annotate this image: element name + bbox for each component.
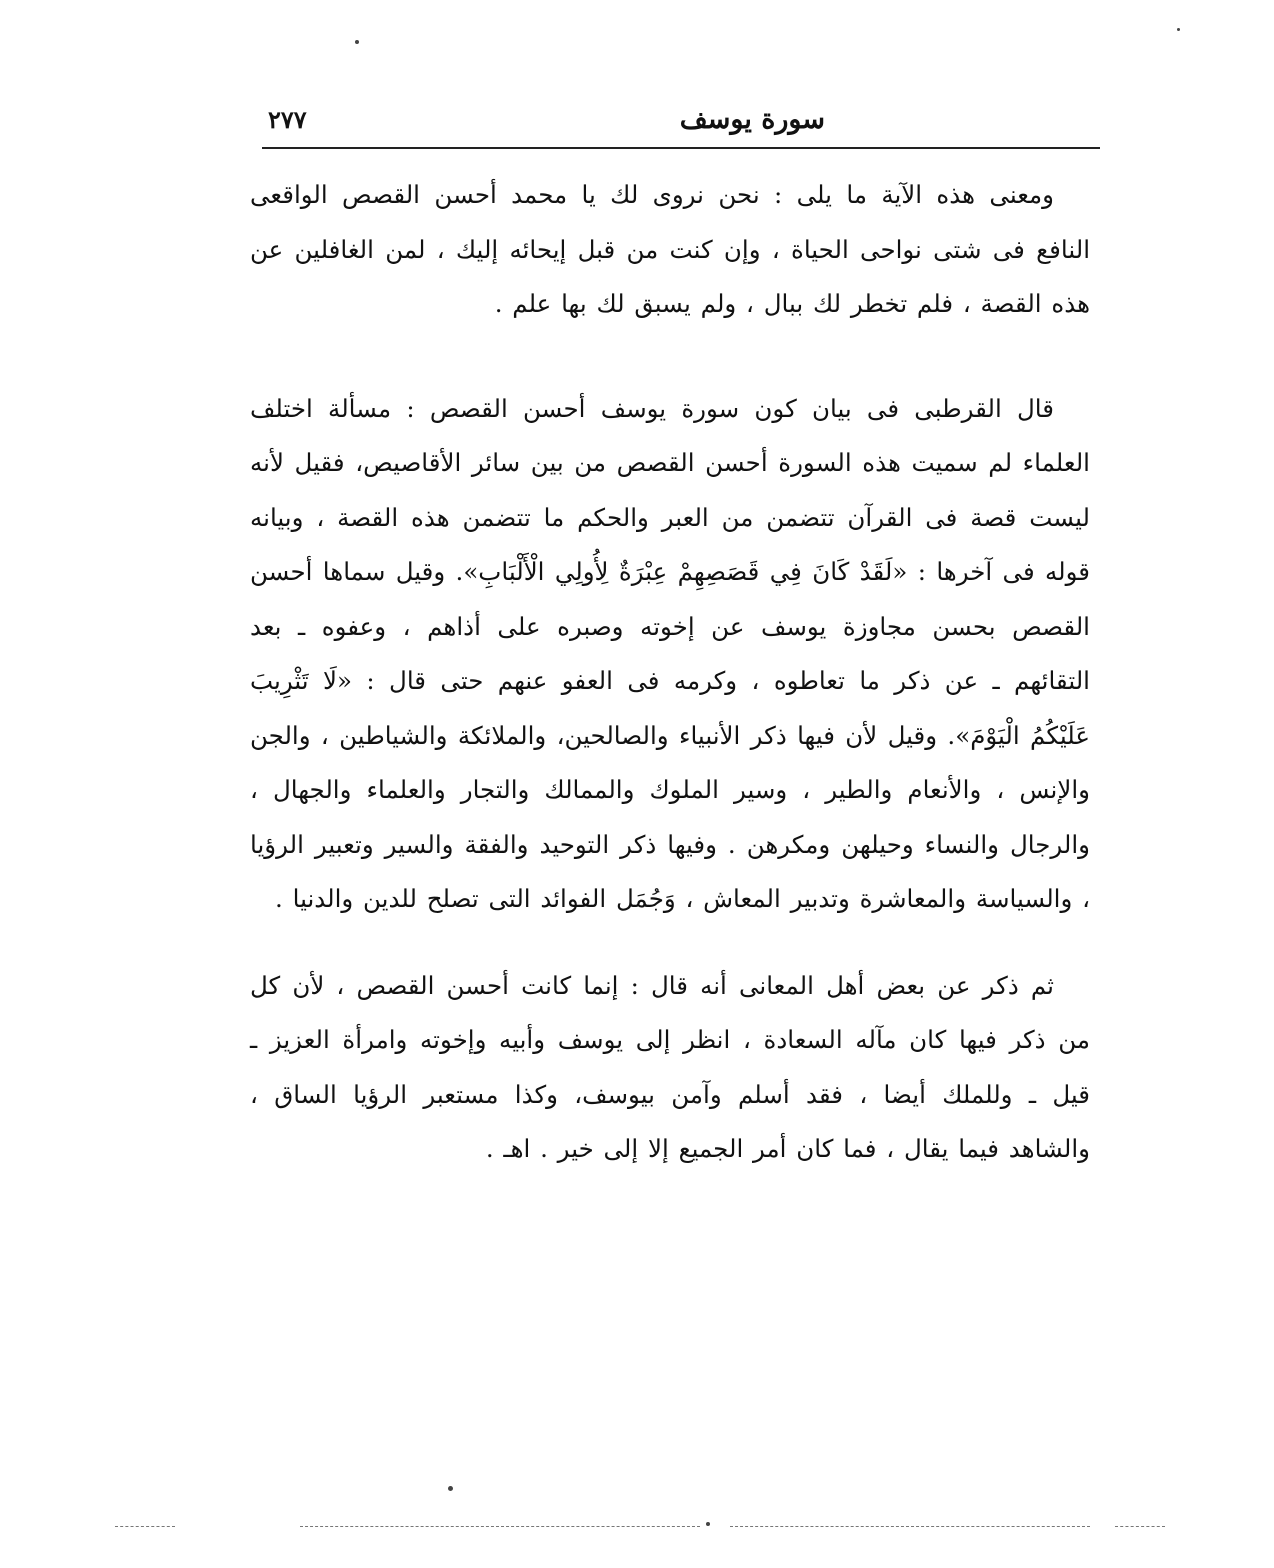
scan-bottom-line	[730, 1526, 1090, 1527]
scan-speck	[448, 1486, 453, 1491]
scan-speck	[1177, 28, 1180, 31]
scan-bottom-line	[1115, 1526, 1165, 1527]
page-number: ٢٧٧	[268, 105, 307, 134]
scan-speck	[706, 1522, 710, 1526]
paragraph-verse-meaning: ومعنى هذه الآية ما يلى : نحن نروى لك يا محمد أحسن القصص الواقعى النافع فى شتى نواحى الحياة ، وإن كنت من قبل إيحائه إليك ، لمن الغافلين عن هذه القصة ، فلم تخطر لك ببال ، ولم يسبق لك بها علم .	[250, 180, 1090, 318]
paragraph-qurtubi-explanation: قال القرطبى فى بيان كون سورة يوسف أحسن القصص : مسألة اختلف العلماء لم سميت هذه السورة أحسن القصص من بين سائر الأقاصيص، فقيل لأنه ليست قصة فى القرآن تتضمن من العبر والحكم ما تتضمن هذه القصة ، وبيانه قوله فى آخرها : «لَقَدْ كَانَ فِي قَصَصِهِمْ عِبْرَةٌ لِأُولِي الْأَلْبَابِ». وقيل سماها أحسن القصص بحسن مجاوزة يوسف عن إخوته وصبره على أذاهم ، وعفوه ـ بعد التقائهم ـ عن ذكر ما تعاطوه ، وكرمه فى العفو عنهم حتى قال : «لَا تَثْرِيبَ عَلَيْكُمُ الْيَوْمَ». وقيل لأن فيها ذكر الأنبياء والصالحين، والملائكة والشياطين ، والجن والإنس ، والأنعام والطير ، وسير الملوك والممالك والتجار والعلماء والجهال ، والرجال والنساء وحيلهن ومكرهن . وفيها ذكر التوحيد والفقة والسير وتعبير الرؤيا ، والسياسة والمعاشرة وتدبير المعاش ، وَجُمَل الفوائد التى تصلح للدين والدنيا .	[250, 393, 1090, 913]
paragraph-ahl-al-maani: ثم ذكر عن بعض أهل المعانى أنه قال : إنما كانت أحسن القصص ، لأن كل من ذكر فيها كان مآله السعادة ، انظر إلى يوسف وأبيه وإخوته وامرأة العزيز ـ قيل ـ وللملك أيضا ، فقد أسلم وآمن بيوسف، وكذا مستعبر الرؤيا الساق ، والشاهد فيما يقال ، فما كان أمر الجميع إلا إلى خير . اهـ .	[250, 970, 1090, 1163]
scan-bottom-line	[300, 1526, 700, 1527]
page-header	[262, 100, 1100, 140]
running-title: سورة يوسف	[679, 104, 825, 135]
body-text	[250, 168, 1090, 1177]
scan-bottom-line	[115, 1526, 175, 1527]
header-rule	[262, 147, 1100, 149]
scan-speck	[355, 40, 359, 44]
